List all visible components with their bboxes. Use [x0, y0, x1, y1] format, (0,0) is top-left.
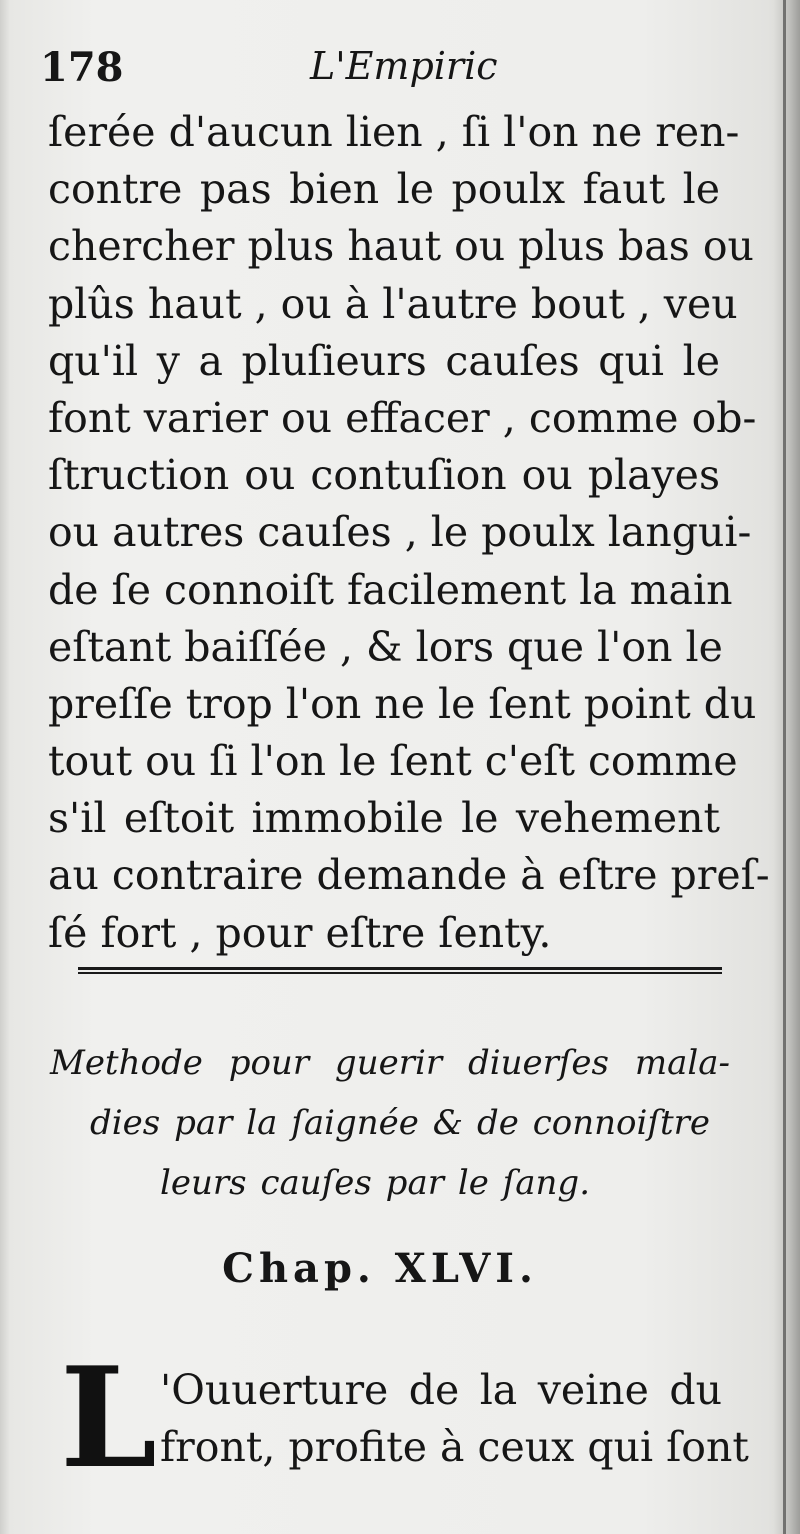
chapter-opening-text: [160, 1362, 749, 1476]
text-line: au contraire demande à eſtre preſ-: [48, 851, 770, 900]
heading-line: Methode pour guerir diuerſes mala-: [50, 1043, 730, 1083]
text-line: de ſe connoiſt facilement la main: [48, 565, 733, 614]
page-edge-right: [774, 0, 800, 1534]
running-title: L'Empiric: [310, 44, 498, 88]
text-line-last: ſé fort , pour eſtre ſenty.: [48, 908, 552, 957]
section-heading: [50, 1033, 730, 1213]
page-number: 178: [40, 44, 124, 91]
text-line: chercher plus haut ou plus bas ou: [48, 222, 754, 271]
gutter-line: [783, 0, 786, 1534]
drop-cap-letter: L: [60, 1336, 158, 1499]
text-line: s'il eſtoit immobile le vehement: [48, 794, 720, 843]
text-line: plûs haut , ou à l'autre bout , veu: [48, 279, 738, 328]
text-line: preſſe trop l'on ne le ſent point du: [48, 679, 757, 728]
text-line: front, profite à ceux qui ſont: [160, 1423, 749, 1472]
page-shadow-left: [0, 0, 10, 1534]
text-line: contre pas bien le poulx faut le: [48, 165, 720, 214]
heading-line: leurs cauſes par le ſang.: [160, 1163, 590, 1203]
text-line: eſtant baiſſée , & lors que l'on le: [48, 622, 723, 671]
text-line: ſerée d'aucun lien , ſi l'on ne ren-: [48, 108, 740, 156]
page-header: [40, 38, 740, 98]
text-line: ou autres cauſes , le poulx langui-: [48, 508, 752, 557]
text-line: font varier ou effacer , comme ob-: [48, 393, 757, 442]
section-divider-rule: [78, 967, 722, 974]
text-line: 'Ouuerture de la veine du: [160, 1366, 722, 1414]
text-line: qu'il y a pluſieurs cauſes qui le: [48, 336, 720, 385]
text-line: ſtruction ou contuſion ou playes: [48, 451, 720, 500]
text-line: tout ou ſi l'on le ſent c'eſt comme: [48, 737, 738, 786]
body-paragraph: [48, 104, 770, 962]
heading-line: dies par la ſaignée & de connoiſtre: [90, 1103, 710, 1143]
chapter-title: Chap. XLVI.: [222, 1245, 538, 1292]
